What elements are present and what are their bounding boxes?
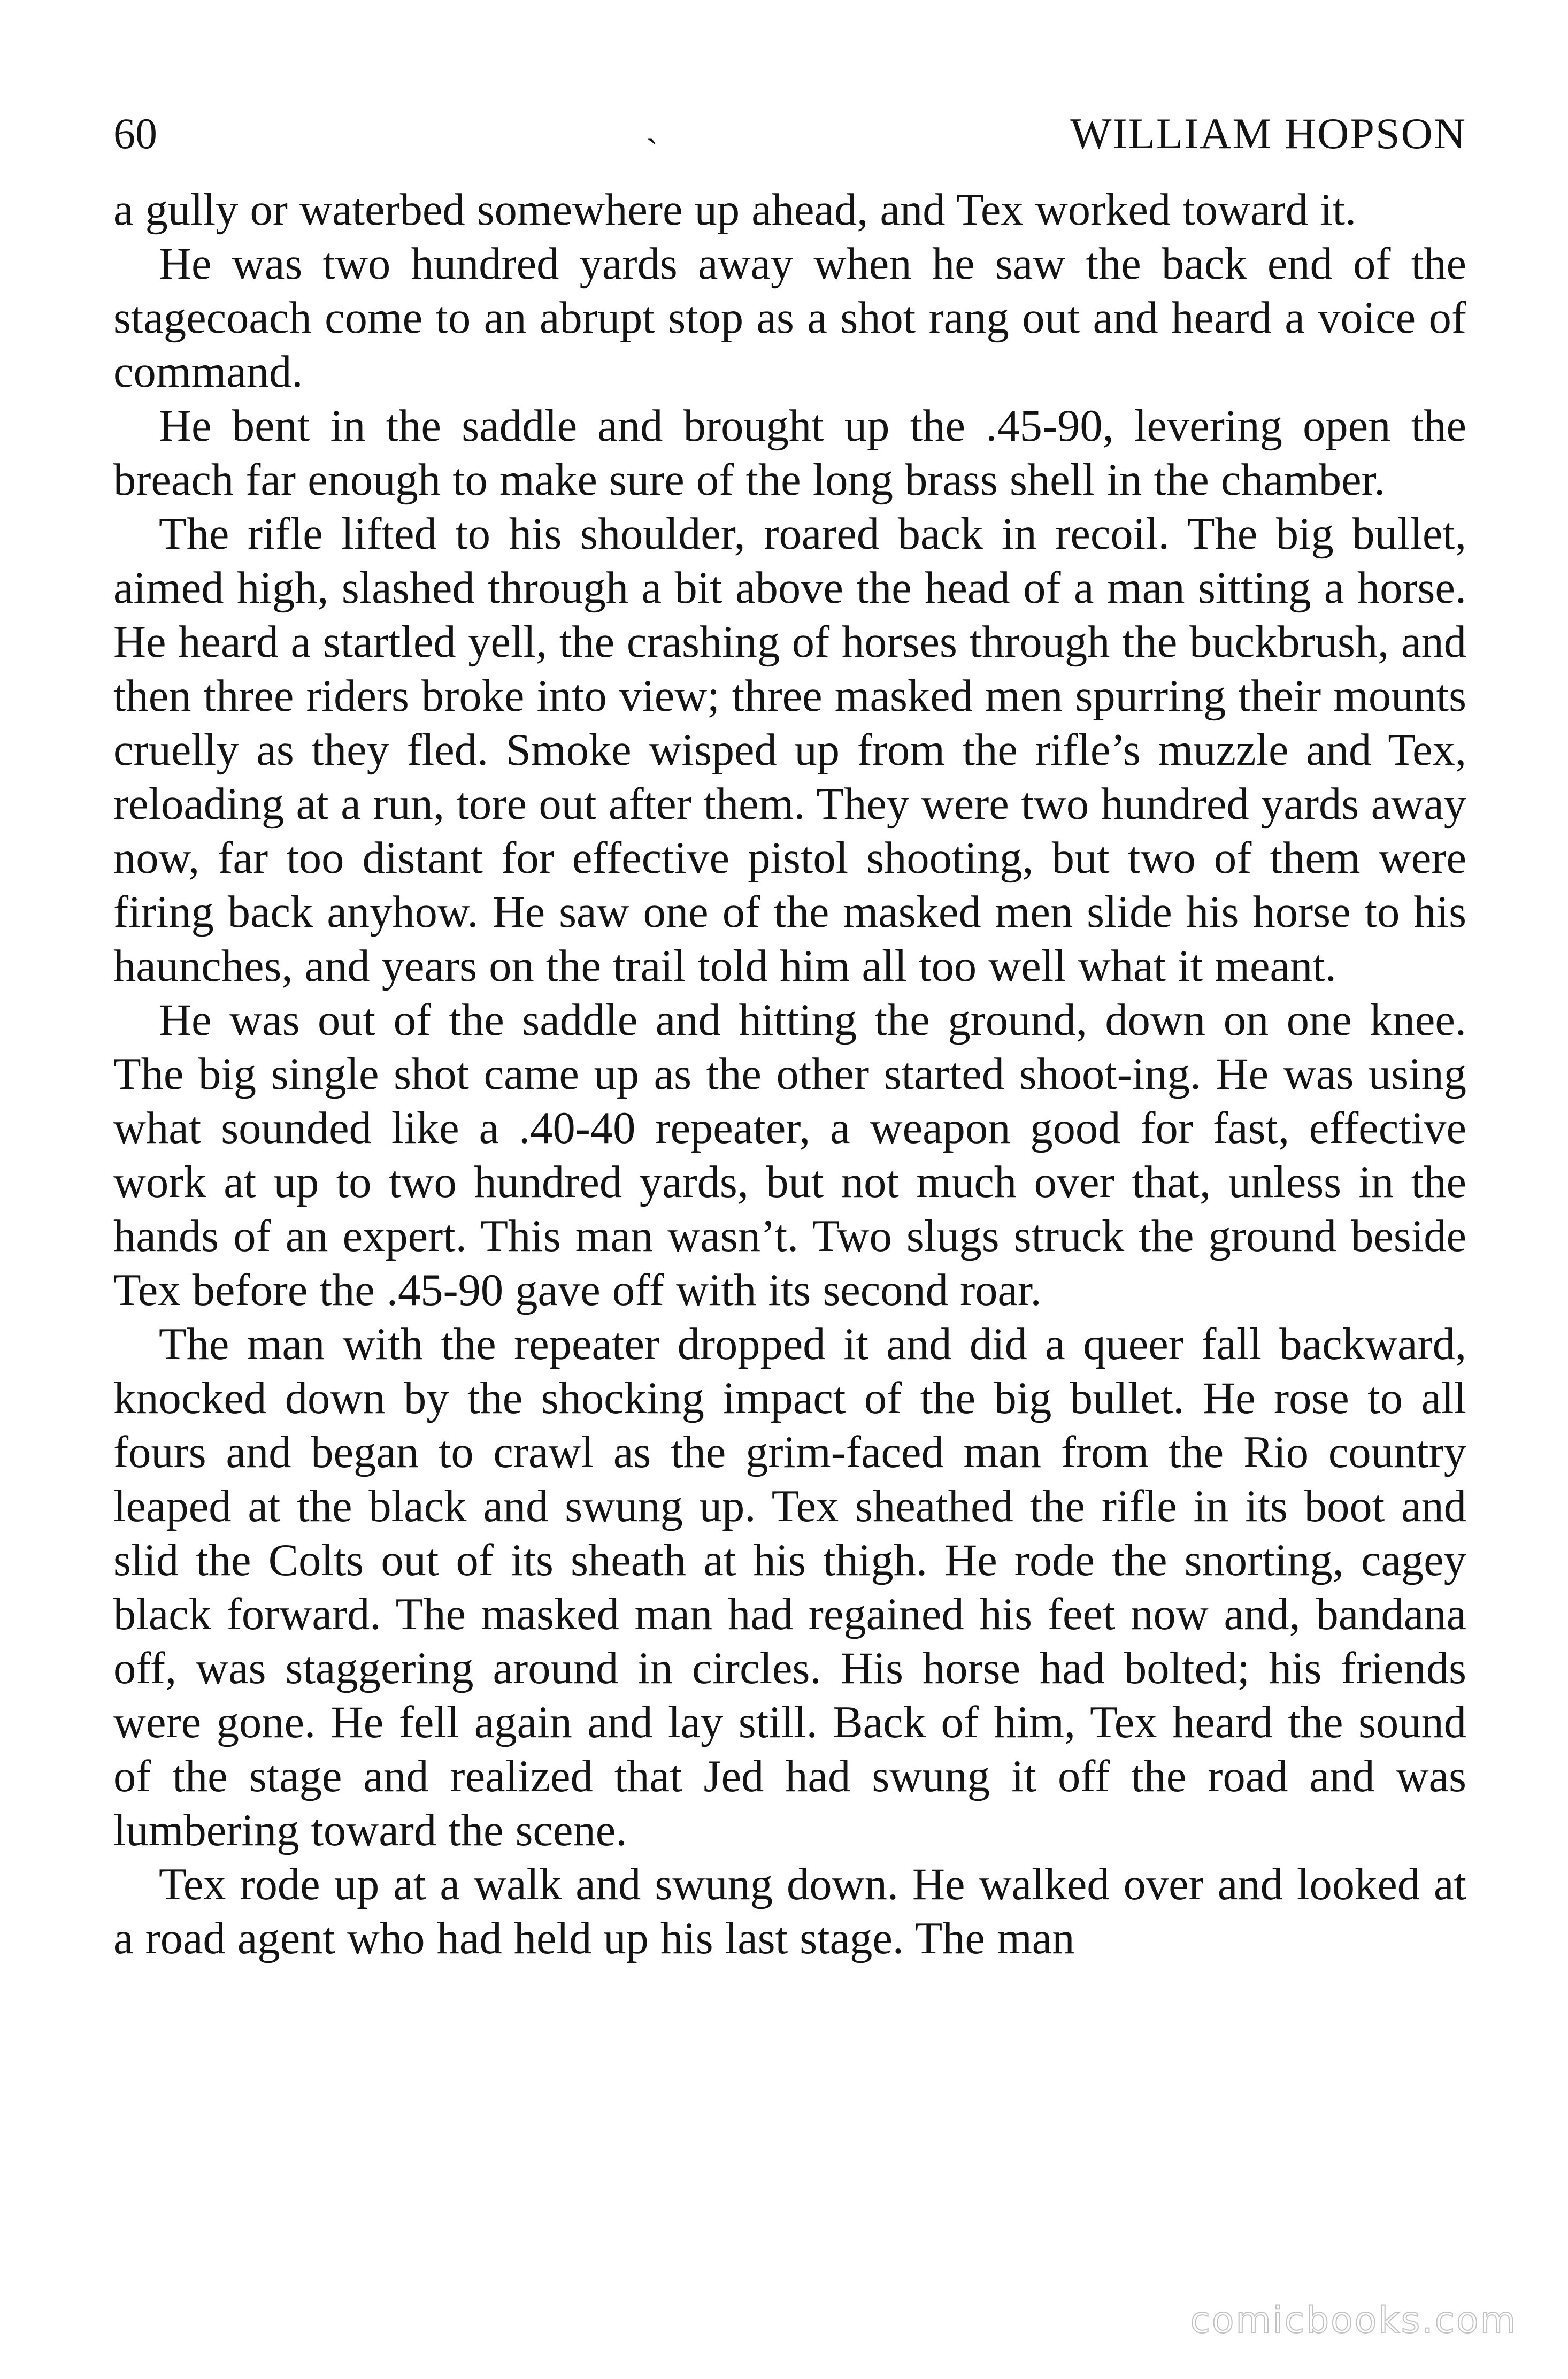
paragraph: The man with the repeater dropped it and did a queer fall backward, knocked down by the shocking impact of the big bullet. He rose to all fours and began to crawl as the grim-faced man from the Rio country leaped at the black and swung up. Tex sheathed the rifle in its boot and slid the Colts out of its sheath at his thigh. He rode the snorting, cagey black forward. The masked man had regained his feet now and, bandana off, was staggering around in circles. His horse had bolted; his friends were gone. He fell again and lay still. Back of him, Tex heard the sound of the stage and realized that Jed had swung it off the road and was lumbering toward the scene. [113, 1319, 1466, 1855]
page-number: 60 [113, 109, 157, 158]
paragraph: Tex rode up at a walk and swung down. He walked over and looked at a road agent who had held up his last stage. The man [113, 1860, 1466, 1963]
paragraph: He bent in the saddle and brought up the .45-90, levering open the breach far enough to make sure of the long brass shell in the chamber. [113, 401, 1466, 505]
paragraph: a gully or waterbed somewhere up ahead, and Tex worked toward it. [113, 185, 1357, 235]
header-mark: ˎ [645, 103, 658, 144]
running-head: WILLIAM HOPSON [1070, 109, 1466, 158]
page-header [113, 102, 1466, 166]
paragraph: The rifle lifted to his shoulder, roared back in recoil. The big bullet, aimed high, slashed through a bit above the head of a man sitting a horse. He heard a startled yell, the crashing of horses through the buckbrush, and then three riders broke into view; three masked men spurring their mounts cruelly as they fled. Smoke wisped up from the rifle’s muzzle and Tex, reloading at a run, tore out after them. They were two hundred yards away now, far too distant for effective pistol shooting, but two of them were firing back anyhow. He saw one of the masked men slide his horse to his haunches, and years on the trail told him all too well what it meant. [113, 509, 1466, 991]
paragraph: He was two hundred yards away when he saw the back end of the stagecoach come to an abrupt stop as a shot rang out and heard a voice of command. [113, 239, 1466, 397]
body-text [113, 183, 1466, 1966]
watermark: comicbooks.com [1190, 2299, 1517, 2342]
paragraph: He was out of the saddle and hitting the ground, down on one knee. The big single shot came up as the other started shoot-ing. He was using what sounded like a .40-40 repeater, a weapon good for fast, effective work at up to two hundred yards, but not much over that, unless in the hands of an expert. This man wasn’t. Two slugs struck the ground beside Tex before the .45-90 gave off with its second roar. [113, 995, 1466, 1315]
